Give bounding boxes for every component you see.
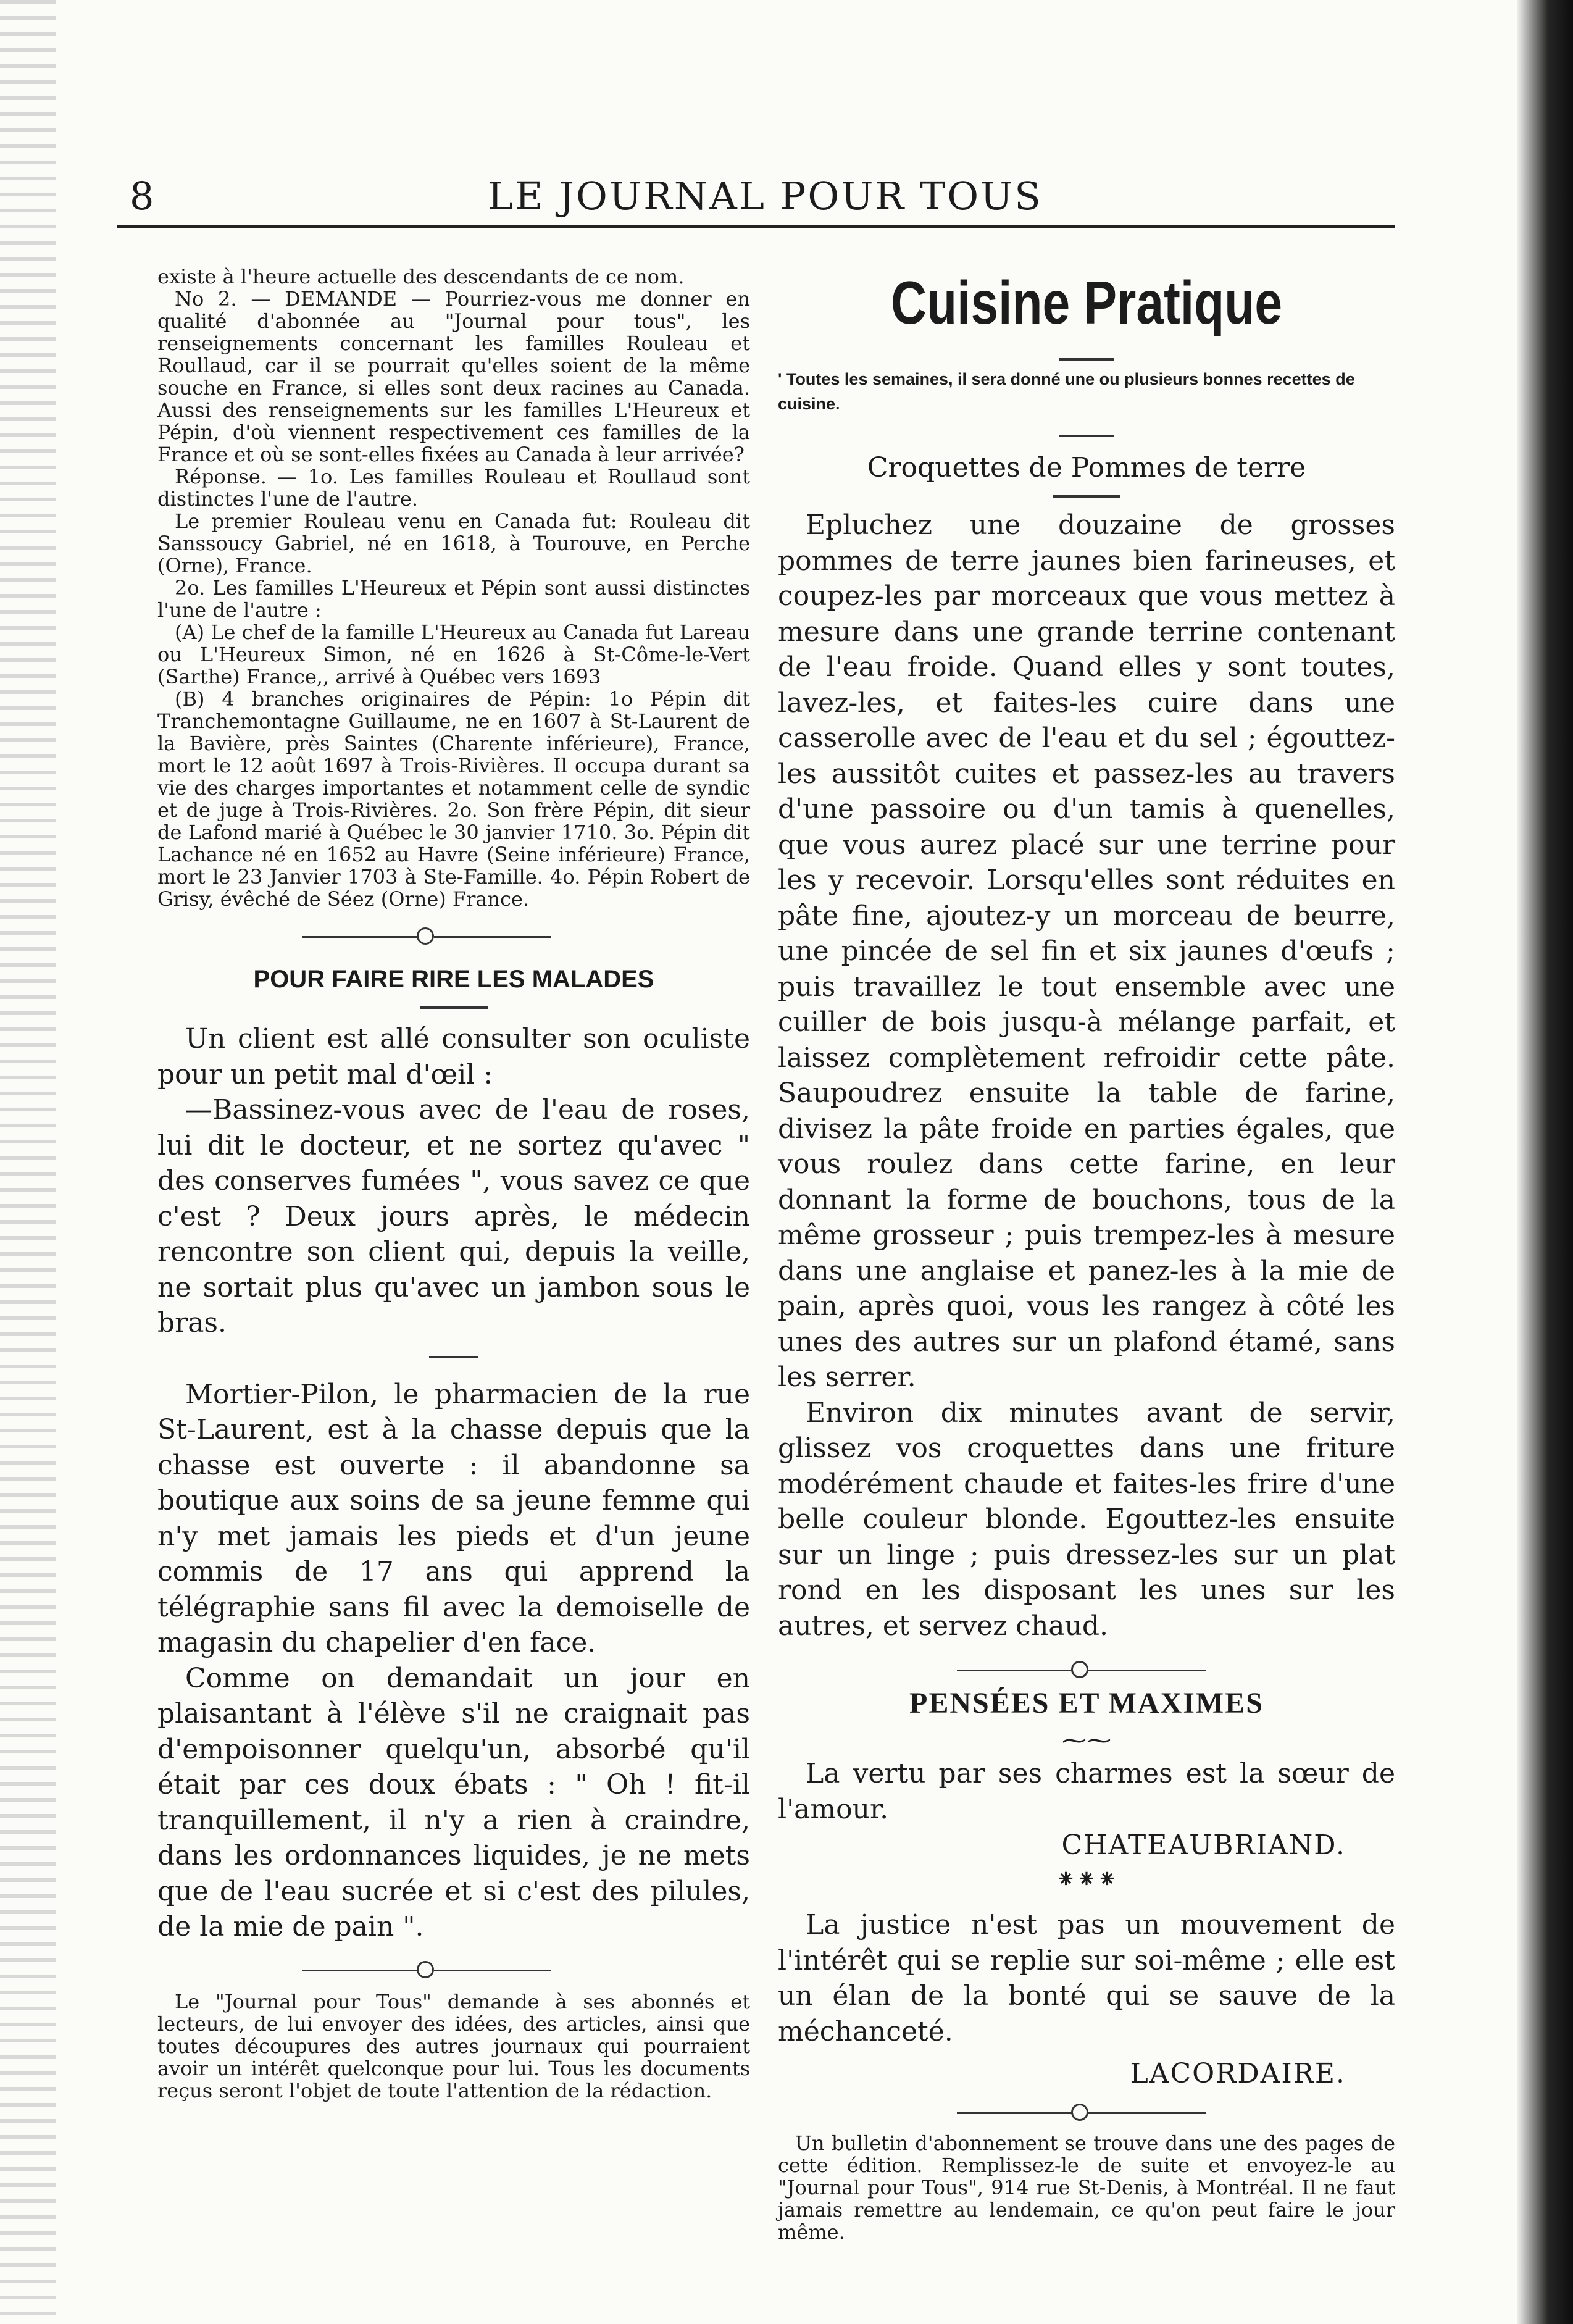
right-column: [778, 265, 1395, 2244]
notice-underline: [1059, 435, 1114, 437]
page-header: [117, 172, 1395, 221]
genealogy-section: [157, 265, 750, 910]
maxims-title: PENSÉES ET MAXIMES: [909, 1687, 1264, 1720]
genealogy-paragraph: No 2. — DEMANDE — Pourriez-vous me donner en qualité d'abonnée au "Journal pour tous", les renseignements concernant les familles Rouleau et Roullaud, car il se pourrait qu'elles soient de la même souche en France, si elles sont deux racines au Canada. Aussi des renseignements sur les familles L'Heureux et Pépin, d'où viennent respectivement ces familles de la France et où se sont-elles fixées au Canada à leur arrivée?: [157, 287, 750, 466]
fleuron-ornament: ⁕⁕⁕: [1055, 1865, 1118, 1894]
genealogy-paragraph: Réponse. — 1o. Les familles Rouleau et Roullaud sont distinctes l'une de l'autre.: [157, 465, 750, 511]
genealogy-paragraph: 2o. Les familles L'Heureux et Pépin sont aussi distinctes l'une de l'autre :: [157, 576, 750, 622]
section-divider: [778, 1657, 1395, 1682]
title-underline: [1059, 358, 1114, 361]
malades-title: POUR FAIRE RIRE LES MALADES: [253, 966, 654, 993]
weekly-notice: ' Toutes les semaines, il sera donné une ou plusieurs bonnes recettes de cuisine.: [778, 370, 1355, 413]
page-number: 8: [130, 173, 154, 219]
joke-paragraph: Mortier-Pilon, le pharmacien de la rue St-Laurent, est à la chasse depuis que la chasse est ouverte : il abandonne sa boutique aux soins de sa jeune femme qui n'y met jamais les pieds et d'un jeune commis de 17 ans qui apprend la télégraphie sans fil avec la demoiselle de magasin du chapelier d'en face.: [157, 1378, 750, 1658]
maxim-text: La vertu par ses charmes est la sœur de l'amour.: [778, 1758, 1395, 1825]
header-rule: [117, 225, 1395, 228]
cuisine-title: Cuisine Pratique: [890, 269, 1283, 336]
left-column: [157, 265, 750, 2241]
fleuron-ornament: ⁓⁓: [1062, 1726, 1111, 1755]
section-divider: [778, 2100, 1395, 2125]
scan-right-edge: [1517, 0, 1573, 2324]
genealogy-paragraph: (B) 4 branches originaires de Pépin: 1o Pépin dit Tranchemontagne Guillaume, ne en 1607 à St-Laurent de la Bavière, près Saintes (Charente inférieure), France, mort le 12 août 1697 à Trois-Rivières. Il occupa durant sa vie des charges importantes et notamment celle de syndic et de juge à Trois-Rivières. 2o. Son frère Pépin, dit sieur de Lafond marié à Québec le 30 janvier 1710. 3o. Pépin dit Lachance né en 1652 au Havre (Seine inférieure) France, mort le 23 Janvier 1703 à Ste-Famille. 4o. Pépin Robert de Grisy, évêché de Séez (Orne) France.: [157, 687, 750, 911]
genealogy-paragraph: existe à l'heure actuelle des descendants de ce nom.: [157, 265, 685, 288]
maxim-author: LACORDAIRE.: [1130, 2058, 1346, 2089]
joke-paragraph: —Bassinez-vous avec de l'eau de roses, lui dit le docteur, et ne sortez qu'avec " des conserves fumées ", vous savez ce que c'est ? Deux jours après, le médecin rencontre son client qui, depuis la veille, ne sortait plus qu'avec un jambon sous le bras.: [157, 1094, 750, 1339]
maxim-author: CHATEAUBRIAND.: [1061, 1829, 1346, 1861]
joke-paragraph: Un client est allé consulter son oculiste pour un petit mal d'œil :: [157, 1023, 750, 1090]
maxim-text: La justice n'est pas un mouvement de l'intérêt qui se replie sur soi-même ; elle est un élan de la bonté qui se sauve de la méchanceté.: [778, 1909, 1395, 2047]
footer-note: Le "Journal pour Tous" demande à ses abonnés et lecteurs, de lui envoyer des idées, des articles, ainsi que toutes découpures des autres journaux qui pourraient avoir un intérêt quelconque pour lui. Tous les documents reçus seront l'objet de toute l'attention de la rédaction.: [157, 1989, 750, 2102]
journal-title: LE JOURNAL POUR TOUS: [488, 173, 1043, 219]
title-underline: [420, 1006, 488, 1009]
recipe-paragraph: Epluchez une douzaine de grosses pommes de terre jaunes bien farineuses, et coupez-les par morceaux que vous mettez à mesure dans une grande terrine contenant de l'eau froide. Quand elles y sont toutes, lavez-les, et faites-les cuire dans une casserolle avec de l'eau et du sel ; égouttez-les aussitôt cuites et passez-les au travers d'une passoire ou d'un tamis à quenelles, que vous aurez placé sur une terrine pour les y recevoir. Lorsqu'elles sont réduites en pâte fine, ajoutez-y un morceau de beurre, une pincée de sel fin et six jaunes d'œufs ; puis travaillez le tout ensemble avec une cuiller de bois jusqu-à mélange parfait, et laissez complètement refroidir cette pâte. Saupoudrez ensuite la table de farine, divisez la pâte froide en parties égales, que vous roulez dans cette farine, en leur donnant la forme de bouchons, tous de la même grosseur ; puis trempez-les à mesure dans une anglaise et panez-les à la mie de pain, après quoi, vous les rangez à côté les unes des autres sur un plafond étamé, sans les serrer.: [778, 509, 1395, 1393]
recipe-title-underline: [1053, 495, 1120, 498]
section-divider: [157, 1957, 750, 1982]
genealogy-paragraph: Le premier Rouleau venu en Canada fut: Rouleau dit Sanssoucy Gabriel, né en 1618, à Tourouve, en Perche (Orne), France.: [157, 509, 750, 577]
section-divider: [157, 924, 750, 948]
subscription-note: Un bulletin d'abonnement se trouve dans une des pages de cette édition. Remplissez-le de suite et envoyez-le au "Journal pour Tous", 914 rue St-Denis, à Montréal. Il ne faut jamais remettre au lendemain, ce qu'on peut faire le jour même.: [778, 2131, 1395, 2244]
recipe-title: Croquettes de Pommes de terre: [867, 452, 1306, 483]
recipe-paragraph: Environ dix minutes avant de servir, glissez vos croquettes dans une friture modérément chaude et faites-les frire d'une belle couleur blonde. Egouttez-les ensuite sur un linge ; puis dressez-les sur un plat rond en les disposant les unes sur les autres, et servez chaud.: [778, 1397, 1395, 1642]
joke-paragraph: Comme on demandait un jour en plaisantant à l'élève s'il ne craignait pas d'empoisonner quelqu'un, absorbé qu'il était par ces doux ébats : " Oh ! fit-il tranquillement, il n'y a rien à craindre, dans les ordonnances liquides, je ne mets que de l'eau sucrée et si c'est des pilules, de la mie de pain ".: [157, 1662, 750, 1942]
scan-left-edge: [0, 0, 56, 2324]
genealogy-paragraph: (A) Le chef de la famille L'Heureux au Canada fut Lareau ou L'Heureux Simon, né en 1626 à St-Côme-le-Vert (Sarthe) France,, arrivé à Québec vers 1693: [157, 621, 750, 688]
joke-separator: [429, 1356, 478, 1358]
